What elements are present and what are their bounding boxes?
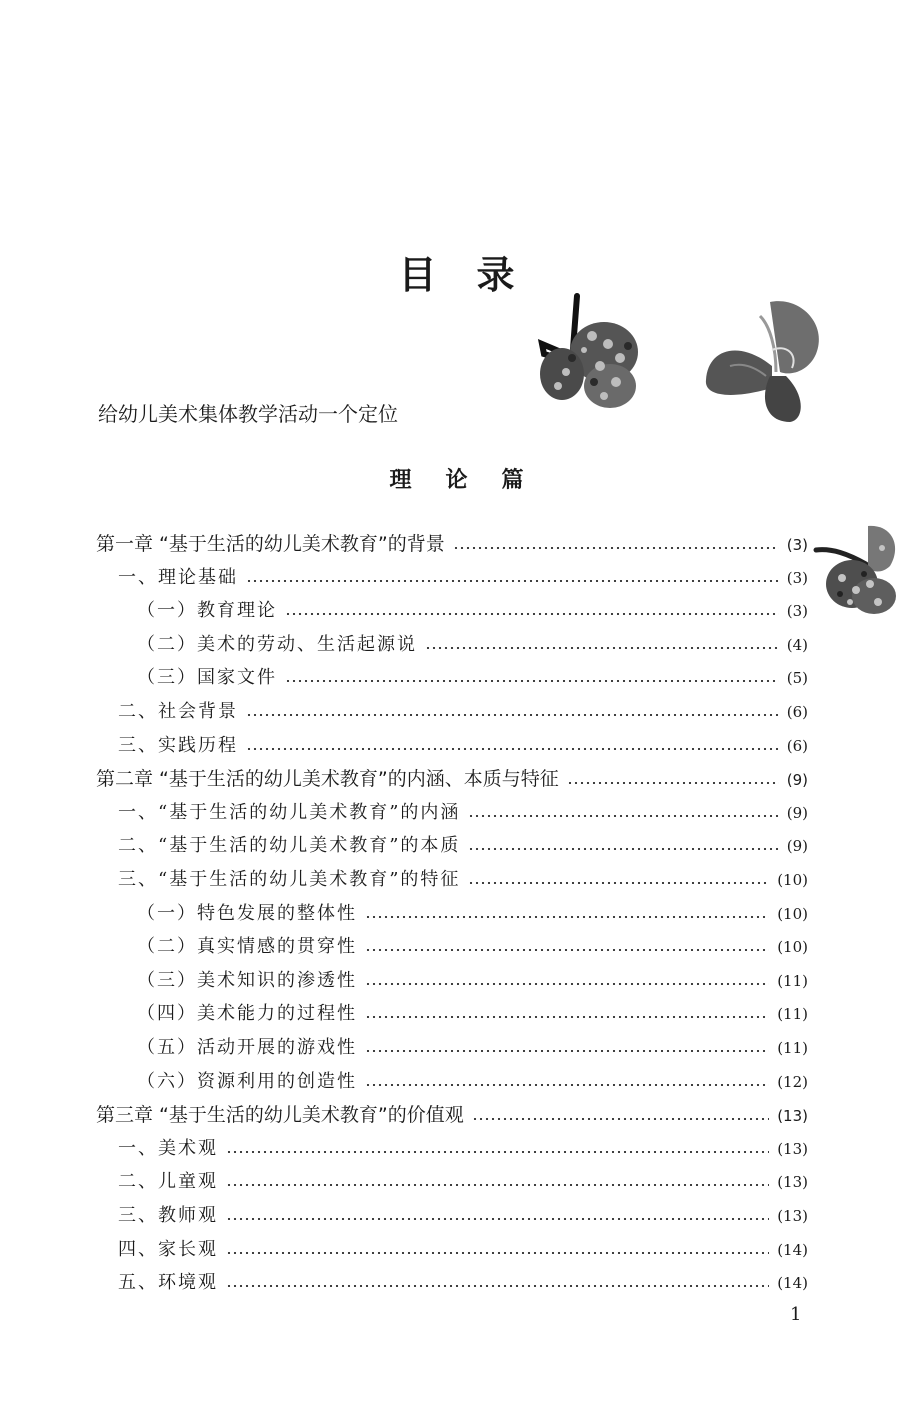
toc-leader-dots [365,1050,769,1052]
toc-leader-dots [365,983,769,985]
toc-leader-dots [226,1252,769,1254]
toc-entry-title: （二）美术的劳动、生活起源说 [137,634,417,655]
toc-leader-dots [226,1285,769,1287]
toc-entry-page: (10) [777,905,808,923]
toc-entry-page: (3) [786,536,808,554]
toc-leader-dots [226,1184,769,1186]
toc-subsection [137,666,808,690]
toc-subsection [137,633,808,657]
toc-chapter [96,532,808,557]
toc-section [118,1271,808,1295]
toc-entry-page: (3) [786,569,808,587]
page-title: 目录 [398,253,555,297]
toc-leader-dots [246,580,779,582]
toc-leader-dots [226,1151,769,1153]
toc-subsection [137,969,808,993]
toc-section [118,566,808,590]
toc-subsection [137,599,808,623]
butterfly-large-illustration [700,296,830,428]
toc-leader-dots [468,882,769,884]
part-title: 理论篇 [389,468,558,493]
toc-entry-title: 一、美术观 [118,1138,218,1159]
toc-leader-dots [246,714,779,716]
toc-leader-dots [246,748,779,750]
toc-entry-page: (3) [786,602,808,620]
toc-chapter [96,767,808,792]
toc-leader-dots [365,1016,769,1018]
toc-leader-dots [425,647,779,649]
toc-entry-page: (13) [777,1207,808,1225]
toc-entry-title: （五）活动开展的游戏性 [137,1037,357,1058]
toc-entry-page: (4) [786,636,808,654]
toc-entry-title: 一、理论基础 [118,567,238,588]
intro-heading: 给幼儿美术集体教学活动一个定位 [98,402,398,426]
toc-section [118,1137,808,1161]
toc-leader-dots [468,815,778,817]
toc-entry-title: 二、儿童观 [118,1171,218,1192]
toc-entry-title: （三）美术知识的渗透性 [137,970,357,991]
toc-subsection [137,1036,808,1060]
toc-entry-page: (10) [777,871,808,889]
toc-entry-title: 二、社会背景 [118,701,238,722]
toc-entry-title: 第二章 “基于生活的幼儿美术教育”的内涵、本质与特征 [96,768,559,790]
toc-entry-title: （二）真实情感的贯穿性 [137,936,357,957]
toc-leader-dots [468,848,778,850]
toc-section [118,1170,808,1194]
toc-entry-title: （一）教育理论 [137,600,277,621]
toc-subsection [137,902,808,926]
toc-entry-title: （六）资源利用的创造性 [137,1071,357,1092]
butterfly-side-illustration [812,524,902,616]
toc-entry-title: 二、“基于生活的幼儿美术教育”的本质 [118,835,461,856]
toc-entry-title: 第三章 “基于生活的幼儿美术教育”的价值观 [96,1104,464,1126]
toc-leader-dots [453,547,779,549]
toc-subsection [137,935,808,959]
toc-entry-title: 四、家长观 [118,1239,218,1260]
toc-subsection [137,1070,808,1094]
toc-subsection [137,1002,808,1026]
toc-entry-page: (9) [786,837,808,855]
toc-section [118,801,808,825]
toc-entry-page: (13) [777,1173,808,1191]
toc-leader-dots [285,680,779,682]
toc-section [118,868,808,892]
toc-entry-page: (11) [777,972,808,990]
toc-leader-dots [472,1118,769,1120]
toc-entry-page: (6) [786,703,808,721]
butterfly-small-illustration [532,292,647,412]
toc-entry-title: 三、教师观 [118,1205,218,1226]
toc-entry-page: (12) [777,1073,808,1091]
toc-section [118,1204,808,1228]
toc-entry-page: (9) [786,771,808,789]
toc-leader-dots [226,1218,769,1220]
toc-entry-page: (13) [777,1140,808,1158]
toc-section [118,834,808,858]
toc-section [118,700,808,724]
toc-section [118,1238,808,1262]
toc-entry-page: (11) [777,1005,808,1023]
page-number: 1 [790,1304,802,1325]
toc-entry-title: 第一章 “基于生活的幼儿美术教育”的背景 [96,533,445,555]
toc-leader-dots [365,1084,769,1086]
toc-entry-page: (11) [777,1039,808,1057]
toc-entry-title: 三、实践历程 [118,735,238,756]
toc-entry-page: (9) [786,804,808,822]
toc-section [118,734,808,758]
toc-leader-dots [365,949,769,951]
toc-entry-page: (14) [777,1274,808,1292]
toc-entry-title: （四）美术能力的过程性 [137,1003,357,1024]
toc-entry-title: 一、“基于生活的幼儿美术教育”的内涵 [118,802,461,823]
toc-leader-dots [365,916,769,918]
toc-entry-title: 五、环境观 [118,1272,218,1293]
toc-entry-title: （三）国家文件 [137,667,277,688]
toc-entry-page: (14) [777,1241,808,1259]
toc-chapter [96,1103,808,1128]
toc-leader-dots [567,782,779,784]
toc-entry-page: (5) [786,669,808,687]
toc-entry-title: （一）特色发展的整体性 [137,903,357,924]
toc-leader-dots [285,613,779,615]
toc-entry-title: 三、“基于生活的幼儿美术教育”的特征 [118,869,461,890]
toc-entry-page: (10) [777,938,808,956]
toc-entry-page: (6) [786,737,808,755]
toc-entry-page: (13) [777,1107,808,1125]
